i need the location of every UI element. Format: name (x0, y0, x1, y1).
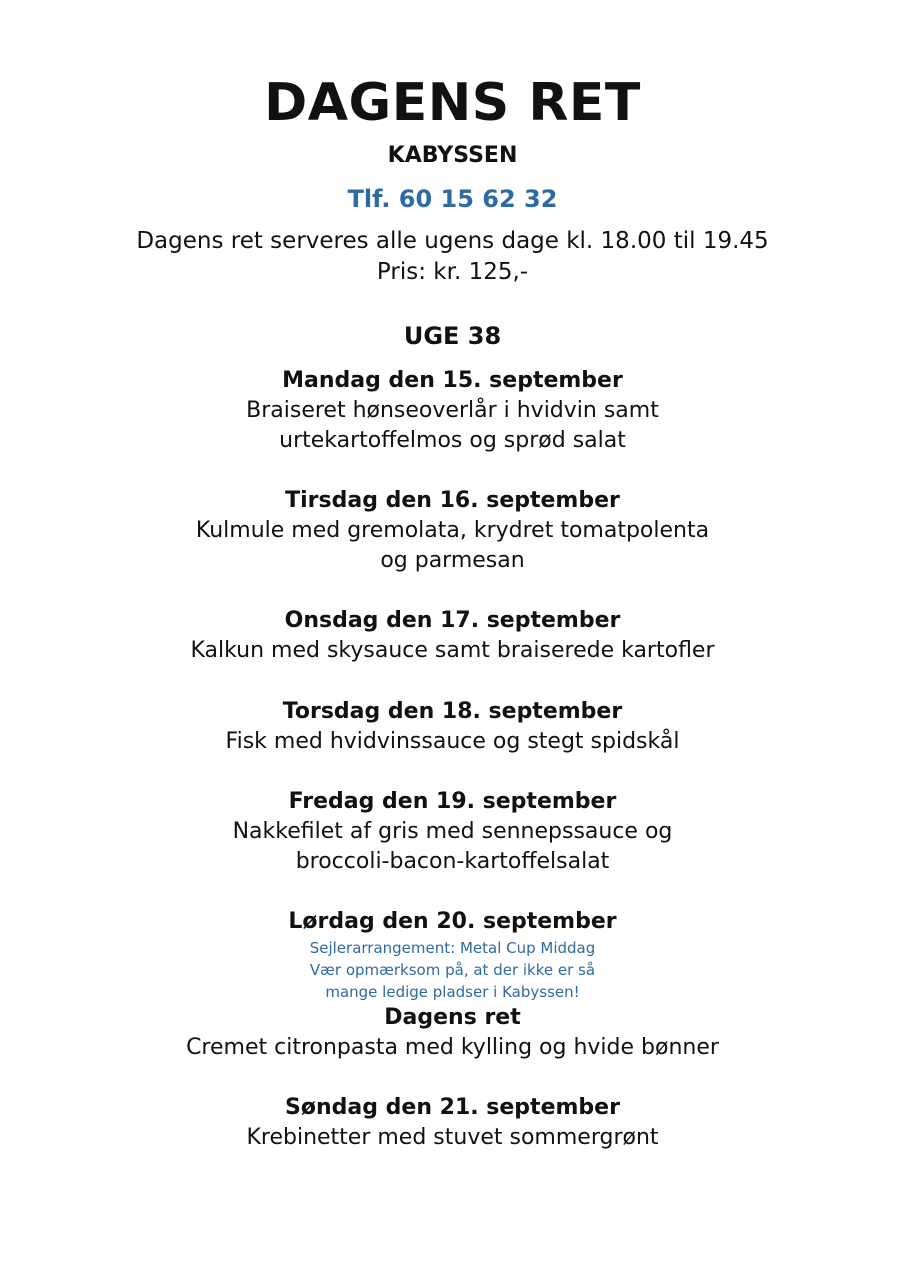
dish-line: Cremet citronpasta med kylling og hvide bønner (186, 1035, 719, 1060)
event-note (0, 937, 905, 1003)
day-sunday (0, 1093, 905, 1153)
day-heading: Søndag den 21. september (285, 1095, 620, 1120)
note-line: mange ledige pladser i Kabyssen! (325, 983, 580, 1001)
day-saturday (0, 907, 905, 1063)
venue-name: KABYSSEN (387, 143, 518, 168)
dish-description (0, 817, 905, 877)
dish-description (0, 1123, 905, 1153)
day-heading: Fredag den 19. september (288, 789, 617, 814)
week-number: UGE 38 (403, 322, 502, 350)
dish-line: broccoli-bacon-kartoffelsalat (295, 849, 610, 874)
day-heading: Torsdag den 18. september (282, 699, 623, 724)
day-heading: Tirsdag den 16. september (285, 488, 620, 513)
price: Pris: kr. 125,- (376, 259, 529, 285)
dish-line: urtekartoffelmos og sprød salat (279, 428, 626, 453)
dish-line: Nakkefilet af gris med sennepssauce og (232, 819, 673, 844)
day-tuesday (0, 486, 905, 576)
dish-line: Braiseret hønseoverlår i hvidvin samt (246, 398, 659, 423)
phone-number: Tlf. 60 15 62 32 (347, 185, 558, 213)
note-line: Vær opmærksom på, at der ikke er så (309, 961, 596, 979)
dish-line: Fisk med hvidvinssauce og stegt spidskål (225, 729, 680, 754)
note-line: Sejlerarrangement: Metal Cup Middag (309, 939, 596, 957)
day-heading: Mandag den 15. september (282, 368, 623, 393)
dish-description (0, 636, 905, 666)
dish-description (0, 727, 905, 757)
day-friday (0, 787, 905, 877)
page-title: DAGENS RET (264, 73, 641, 133)
day-wednesday (0, 606, 905, 666)
serving-hours: Dagens ret serveres alle ugens dage kl. 18.00 til 19.45 (136, 228, 769, 254)
dish-description (0, 396, 905, 456)
dish-description (0, 516, 905, 576)
dish-line: Krebinetter med stuvet sommergrønt (246, 1125, 659, 1150)
dish-subheading: Dagens ret (384, 1005, 521, 1030)
serving-info (0, 226, 905, 288)
day-heading: Lørdag den 20. september (288, 909, 617, 934)
day-thursday (0, 697, 905, 757)
day-heading: Onsdag den 17. september (284, 608, 621, 633)
day-monday (0, 366, 905, 456)
dish-line: Kalkun med skysauce samt braiserede kartofler (190, 638, 715, 663)
dish-line: og parmesan (380, 548, 525, 573)
dish-line: Kulmule med gremolata, krydret tomatpolenta (195, 518, 710, 543)
dish-description (0, 1033, 905, 1063)
